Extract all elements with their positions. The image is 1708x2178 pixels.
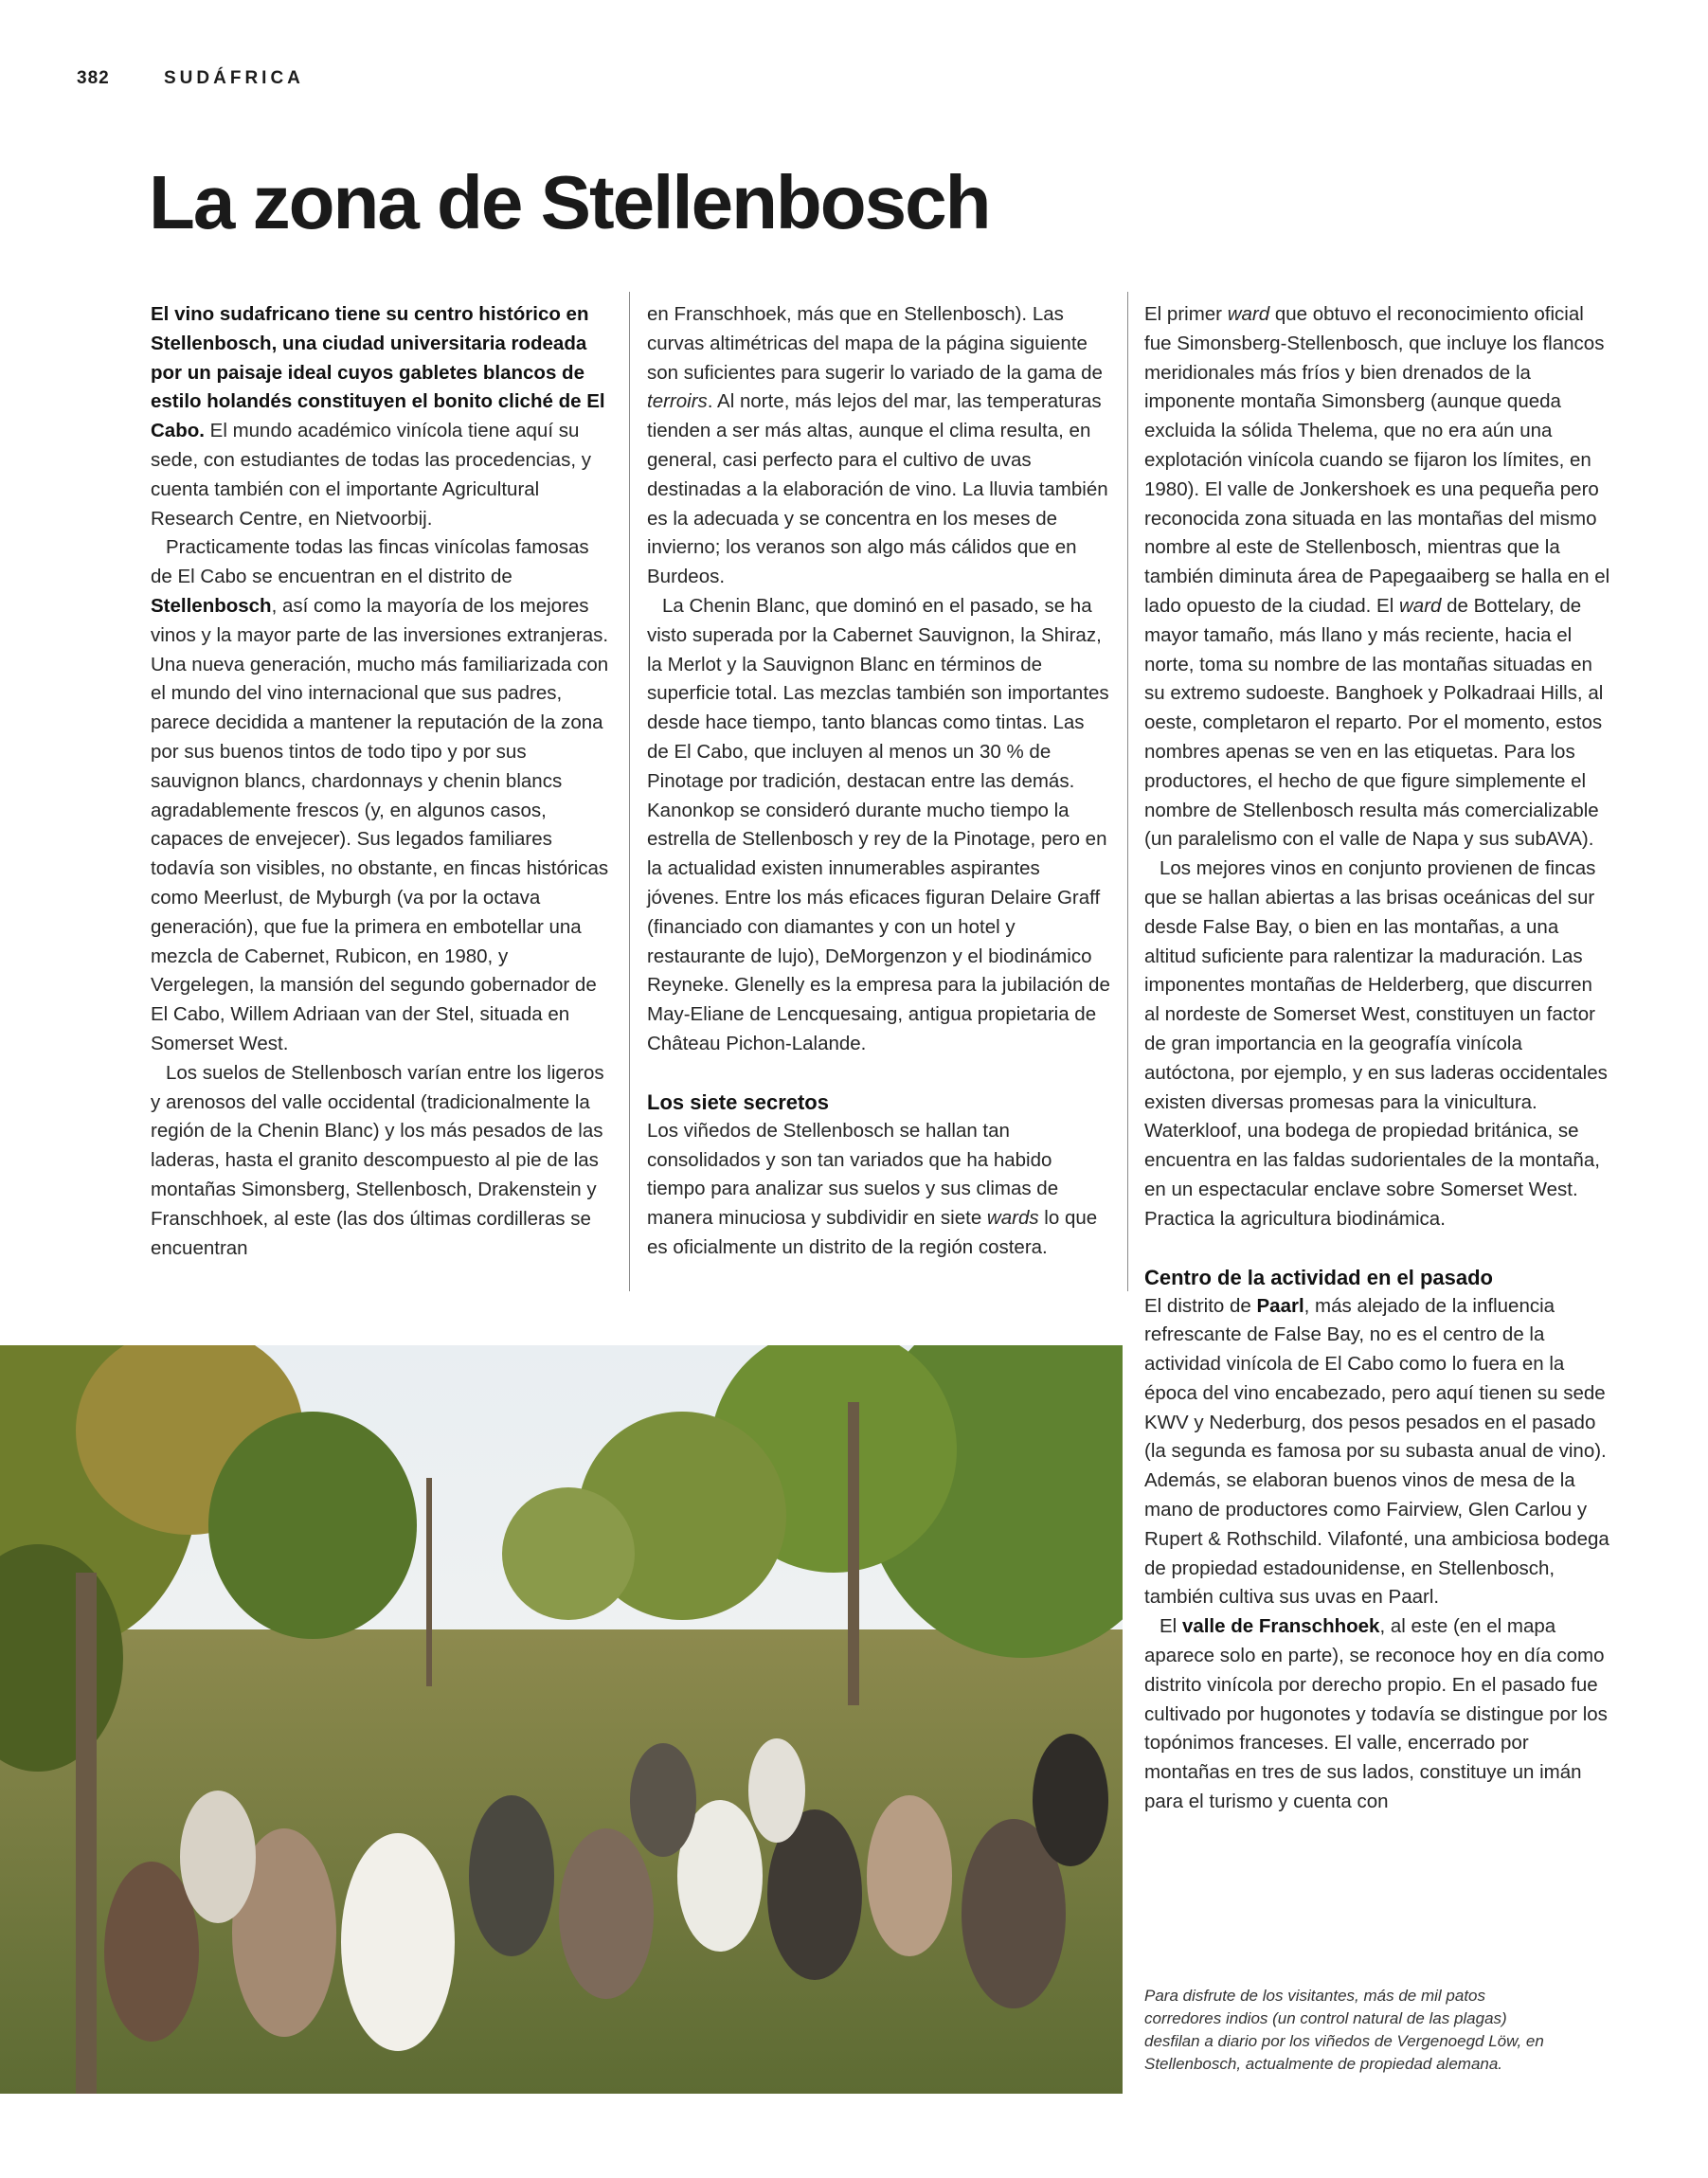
text-run: , así como la mayoría de los mejores vinos y la mayor parte de las inversiones extranjeras. Una nueva generación, mucho más familiarizada con el mundo del vino internacional que sus padres, parece decidida a mantener la reputación de la zona por sus buenos tintos de todo tipo y por sus sauvignon blancs, chardonnays y chenin blancs agradablemente frescos (y, en algunos casos, capaces de envejecer). Sus legados familiares todavía son visibles, no obstante, en fincas históricas como Meerlust, de Myburgh (va por la octava generación), que fue la primera en embotellar una mezcla de Cabernet, Rubicon, en 1980, y Vergelegen, la mansión del segundo gobernador de El Cabo, Willem Adriaan van der Stel, situada en Somerset West. — [151, 594, 609, 1054]
subheading: Centro de la actividad en el pasado — [1144, 1265, 1493, 1289]
emphasis: ward — [1398, 594, 1442, 617]
text-column-2 — [647, 300, 1111, 1263]
vineyard-ducks-photo — [0, 1345, 1123, 2094]
text-column-1 — [151, 300, 613, 1263]
body-paragraph — [1144, 1612, 1610, 1817]
region-name: Stellenbosch — [151, 594, 272, 617]
body-paragraph: Los mejores vinos en conjunto provienen de fincas que se hallan abiertas a las brisas oceánicas del sur desde False Bay, o bien en las montañas, a una altitud suficiente para ralentizar la maduración. Las imponentes montañas de Helderberg, que discurren al nordeste de Somerset West, constituyen un factor de gran importancia en la geografía vinícola autóctona, por ejemplo, y en sus laderas occidentales existen diversas promesas para la vinicultura. Waterkloof, una bodega de propiedad británica, se encuentra en las faldas sudorientales de la montaña, en un espectacular enclave sobre Somerset West. Practica la agricultura biodinámica. — [1144, 857, 1608, 1230]
text-run: Los viñedos de Stellenbosch se hallan tan consolidados y son tan variados que ha habido tiempo para analizar sus suelos y sus climas de manera minuciosa y subdividir en siete — [647, 1119, 1059, 1230]
body-paragraph — [1144, 300, 1610, 855]
text-run: Practicamente todas las fincas vinícolas famosas de El Cabo se encuentran en el distrito de — [151, 536, 589, 588]
section-title: SUDÁFRICA — [164, 68, 304, 88]
body-paragraph — [1144, 1292, 1610, 1613]
emphasis: terroirs — [647, 390, 708, 413]
body-paragraph — [647, 300, 1111, 592]
intro-paragraph — [151, 300, 613, 533]
emphasis: ward — [1227, 303, 1270, 325]
column-divider — [629, 292, 630, 1291]
region-name: valle de Franschhoek — [1181, 1615, 1380, 1638]
text-run: lo que es oficialmente un distrito de la región costera. — [647, 1207, 1098, 1258]
text-run: El — [1160, 1615, 1182, 1638]
text-run: . Al norte, más lejos del mar, las temperaturas tienden a ser más altas, aunque el clima resulta, en general, casi perfecto para el cultivo de uvas destinadas a la elaboración de vino. La lluvia también es la adecuada y se concentra en los meses de invierno; los veranos son algo más cálidos que en Burdeos. — [647, 390, 1108, 588]
region-name: Paarl — [1256, 1294, 1304, 1317]
text-run: El primer — [1144, 303, 1228, 325]
text-run: , al este (en el mapa aparece solo en parte), se reconoce hoy en día como distrito vinícola por derecho propio. En el pasado fue cultivado por hugonotes y todavía se distingue por los topónimos franceses. El valle, encerrado por montañas en tres de sus lados, constituye un imán para el turismo y cuenta con — [1144, 1615, 1608, 1813]
column-divider — [1127, 292, 1128, 1291]
emphasis: wards — [986, 1207, 1039, 1230]
photo-caption: Para disfrute de los visitantes, más de mil patos corredores indios (un control natural de las plagas) desfilan a diario por los viñedos de Vergenoegd Löw, en Stellenbosch, actualmente de propiedad alemana. — [1144, 1987, 1544, 2073]
text-run: que obtuvo el reconocimiento oficial fue Simonsberg-Stellenbosch, que incluye los flancos meridionales más fríos y bien drenados de la imponente montaña Simonsberg (aunque queda excluida la sólida Thelema, que no era aún una explotación vinícola cuando se fijaron los límites, en 1980). El valle de Jonkershoek es una pequeña pero reconocida zona situada en las montañas del mismo nombre al este de Stellenbosch, mientras que la también diminuta área de Papegaaiberg se halla en el lado opuesto de la ciudad. El — [1144, 303, 1610, 617]
intro-text: El mundo académico vinícola tiene aquí su sede, con estudiantes de todas las procedencias, y cuenta también con el importante Agricultural Research Centre, en Nietvoorbij. — [151, 420, 591, 530]
body-paragraph: La Chenin Blanc, que dominó en el pasado, se ha visto superada por la Cabernet Sauvignon, la Shiraz, la Merlot y la Sauvignon Blanc en términos de superficie total. Las mezclas también son importantes desde hace tiempo, tanto blancas como tintas. Las de El Cabo, que incluyen al menos un 30 % de Pinotage por tradición, destacan entre las demás. Kanonkop se consideró durante mucho tiempo la estrella de Stellenbosch y rey de la Pinotage, pero en la actualidad existen innumerables aspirantes jóvenes. Entre los más eficaces figuran Delaire Graff (financiado con diamantes y con un hotel y restaurante de lujo), DeMorgenzon y el biodinámico Reyneke. Glenelly es la empresa para la jubilación de May-Eliane de Lencquesaing, antigua propietaria de Château Pichon-Lalande. — [647, 594, 1110, 1054]
intro-lead: El vino sudafricano tiene su centro histórico en Stellenbosch, una ciudad universitaria rodeada por un paisaje ideal cuyos gabletes blancos de estilo holandés constituyen el bonito cliché de El Cabo. — [151, 303, 605, 442]
text-run: El distrito de — [1144, 1294, 1257, 1317]
text-run: de Bottelary, de mayor tamaño, más llano y más reciente, hacia el norte, toma su nombre de las montañas situadas en su extremo sudoeste. Banghoek y Polkadraai Hills, al oeste, completaron el reparto. Por el momento, estos nombres apenas se ven en las etiquetas. Para los productores, el hecho de que figure simplemente el nombre de Stellenbosch resulta más comercializable (un paralelismo con el valle de Napa y sus subAVA). — [1144, 594, 1604, 851]
page-title: La zona de Stellenbosch — [149, 160, 990, 244]
subheading: Los siete secretos — [647, 1089, 829, 1114]
body-paragraph — [151, 533, 613, 1058]
text-column-3 — [1144, 300, 1610, 1817]
text-run: , más alejado de la influencia refrescante de False Bay, no es el centro de la actividad vinícola de El Cabo como lo fuera en la época del vino encabezado, pero aquí tienen su sede KWV y Nederburg, dos pesos pesados en el pasado (la segunda es famosa por su subasta anual de vino). Además, se elaboran buenos vinos de mesa de la mano de productores como Fairview, Glen Carlou y Rupert & Rothschild. Vilafonté, una ambiciosa bodega de propiedad estadounidense, en Stellenbosch, también cultiva sus uvas en Paarl. — [1144, 1294, 1609, 1609]
body-paragraph: Los suelos de Stellenbosch varían entre los ligeros y arenosos del valle occidental (tradicionalmente la región de la Chenin Blanc) y los más pesados de las laderas, hasta el granito descompuesto al pie de las montañas Simonsberg, Stellenbosch, Drakenstein y Franschhoek, al este (las dos últimas cordilleras se encuentran — [151, 1061, 604, 1259]
page-number: 382 — [77, 68, 110, 88]
text-run: en Franschhoek, más que en Stellenbosch). Las curvas altimétricas del mapa de la página siguiente son suficientes para sugerir lo variado de la gama de — [647, 303, 1103, 384]
body-paragraph — [647, 1117, 1111, 1263]
